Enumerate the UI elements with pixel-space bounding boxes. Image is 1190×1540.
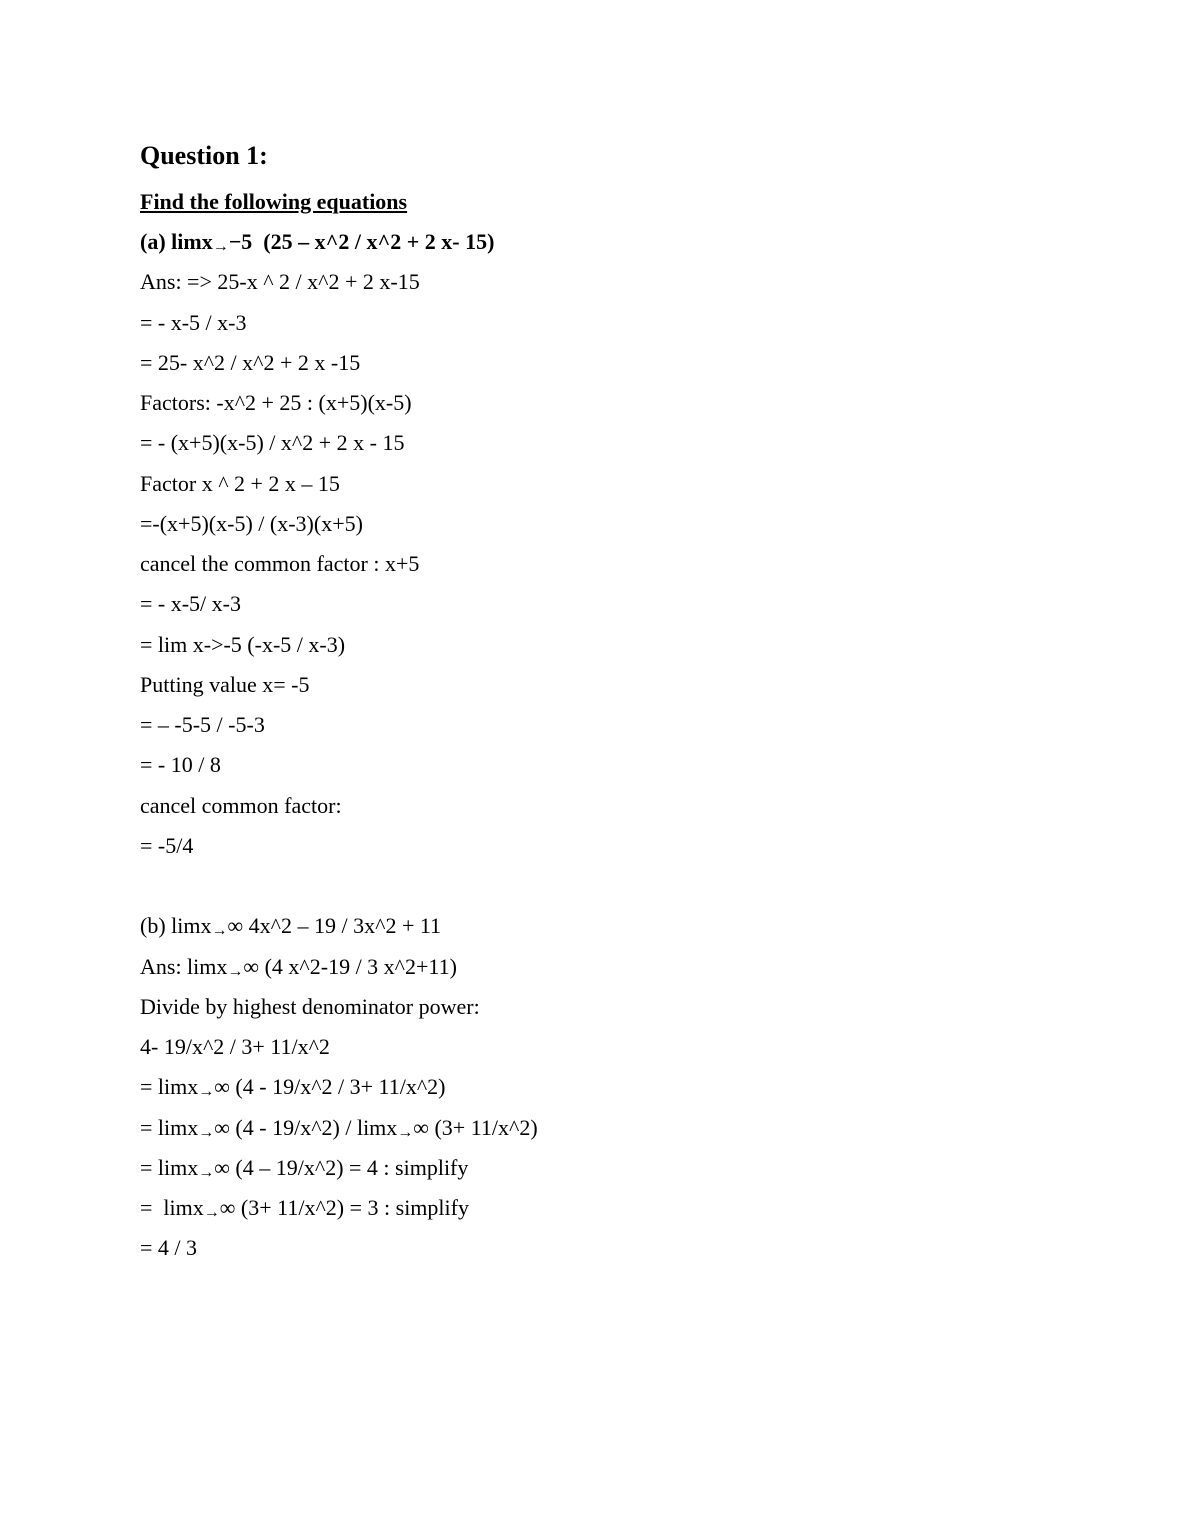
part-a-line: Putting value x= -5	[140, 671, 310, 697]
right-arrow-symbol: →	[397, 1123, 414, 1141]
document-page	[140, 138, 1090, 1269]
part-b-line	[140, 1148, 1090, 1188]
text-span: ∞ (3+ 11/x^2) = 3 : simplify	[219, 1195, 469, 1220]
part-b-line	[140, 1108, 1090, 1148]
text-span: = limx	[140, 1074, 199, 1100]
part-a-line: Factor x ^ 2 + 2 x – 15	[140, 470, 340, 496]
text-span: ∞ (4 - 19/x^2 / 3+ 11/x^2)	[214, 1074, 446, 1100]
text-span: ∞ (4 x^2-19 / 3 x^2+11)	[243, 953, 457, 979]
part-a-result: = -5/4	[140, 832, 194, 858]
part-a-line: = - x-5 / x-3	[140, 309, 247, 335]
part-b-line	[140, 1067, 1090, 1107]
part-a-line: cancel the common factor : x+5	[140, 551, 420, 576]
text-span: (b) limx	[140, 913, 212, 939]
part-b-result: = 4 / 3	[140, 1235, 198, 1261]
part-b-line: 4- 19/x^2 / 3+ 11/x^2	[140, 1034, 330, 1059]
part-a-line: Factors: -x^2 + 25 : (x+5)(x-5)	[140, 390, 412, 415]
right-arrow-symbol: →	[212, 238, 229, 255]
part-b-line	[140, 1188, 1090, 1228]
part-a-line: = - x-5/ x-3	[140, 591, 241, 617]
part-a-line: =-(x+5)(x-5) / (x-3)(x+5)	[140, 510, 363, 536]
part-a-line: = 25- x^2 / x^2 + 2 x -15	[140, 349, 361, 375]
part-a-line: = - (x+5)(x-5) / x^2 + 2 x - 15	[140, 430, 405, 456]
right-arrow-symbol: →	[227, 962, 244, 980]
right-arrow-symbol: →	[211, 922, 228, 940]
text-span: = limx	[140, 1195, 204, 1220]
part-b-title	[140, 906, 1090, 946]
part-a-title	[140, 222, 1090, 262]
text-span: ∞ (4 – 19/x^2) = 4 : simplify	[214, 1154, 469, 1180]
text-span: ∞ 4x^2 – 19 / 3x^2 + 11	[227, 913, 442, 939]
blank-line	[140, 866, 1090, 906]
text-span: = limx	[140, 1114, 199, 1140]
text-span: ∞ (3+ 11/x^2)	[413, 1114, 538, 1140]
part-a-line: = – -5-5 / -5-3	[140, 712, 265, 737]
right-arrow-symbol: →	[203, 1204, 220, 1221]
text-span: = limx	[140, 1154, 199, 1180]
part-a-line: = lim x->-5 (-x-5 / x-3)	[140, 631, 346, 657]
part-b-line: Divide by highest denominator power:	[140, 993, 480, 1019]
right-arrow-symbol: →	[198, 1123, 215, 1141]
part-b-answer	[140, 947, 1090, 987]
part-a-title-prefix: (a) limx	[140, 229, 213, 254]
part-a-line: cancel common factor:	[140, 792, 342, 818]
text-span: ∞ (4 - 19/x^2) / limx	[214, 1114, 398, 1140]
question-title: Question 1:	[140, 141, 268, 170]
part-a-title-suffix: −5 (25 – x^2 / x^2 + 2 x- 15)	[228, 229, 495, 254]
text-span: Ans: limx	[140, 953, 228, 979]
right-arrow-symbol: →	[198, 1083, 215, 1101]
part-a-line: Ans: => 25-x ^ 2 / x^2 + 2 x-15	[140, 269, 420, 295]
part-a-line: = - 10 / 8	[140, 752, 221, 778]
instruction-heading: Find the following equations	[140, 189, 408, 214]
right-arrow-symbol: →	[198, 1163, 215, 1181]
